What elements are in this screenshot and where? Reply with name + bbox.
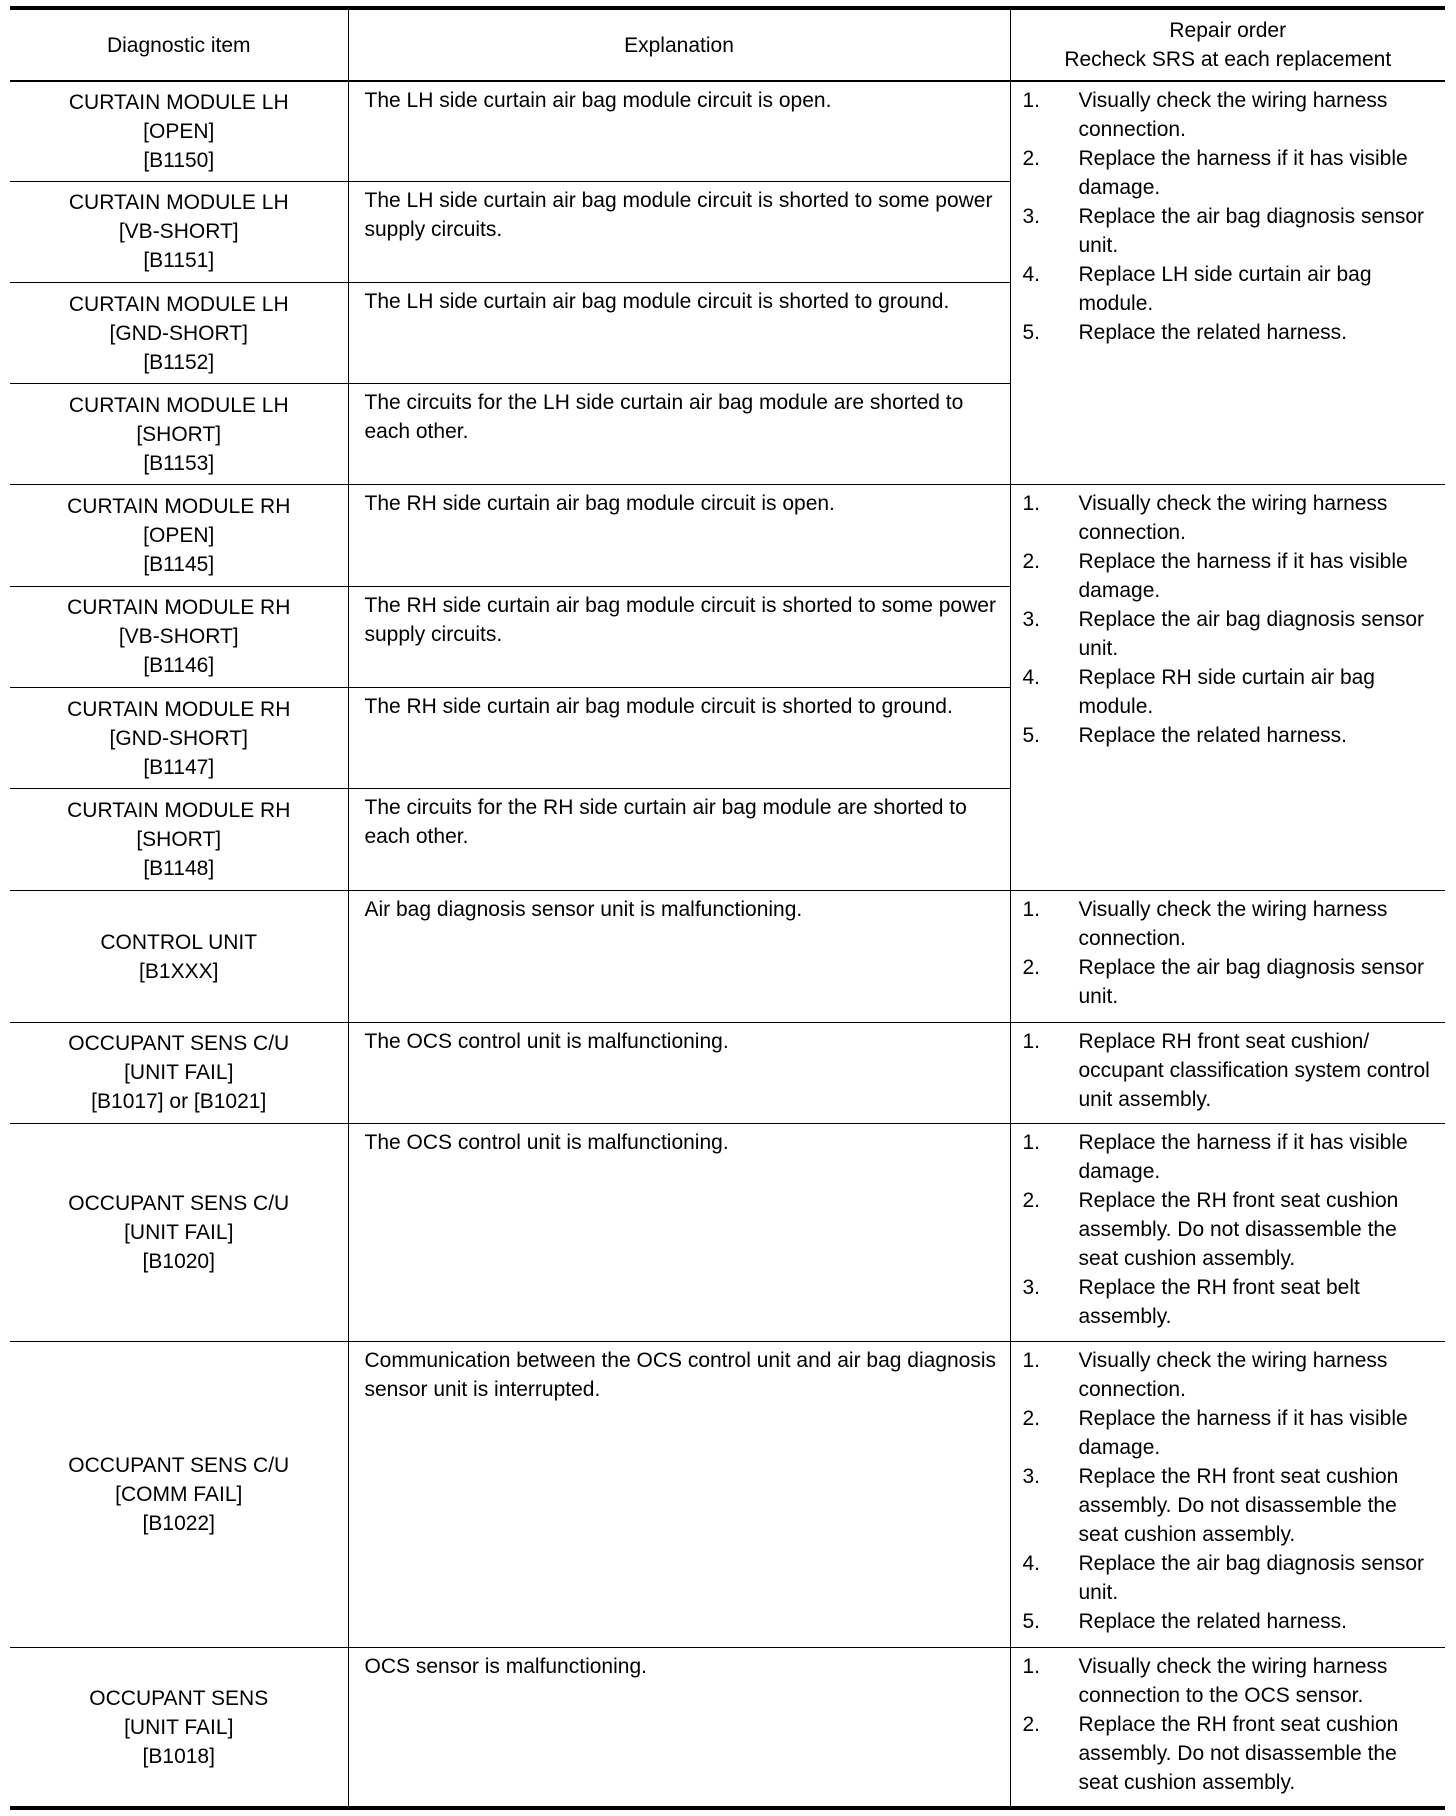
repair-order-cell <box>1010 1648 1445 1806</box>
repair-step <box>1023 605 1438 663</box>
diagnostic-item-cell <box>10 485 348 586</box>
item-code: [B1150] <box>143 148 215 172</box>
step-number: 4. <box>1022 666 1041 690</box>
repair-order-cell <box>1010 81 1445 485</box>
diagnostic-item-cell <box>10 891 348 1022</box>
step-number: 3. <box>1022 608 1041 632</box>
step-number: 2. <box>1022 1713 1041 1737</box>
explanation-cell: OCS sensor is malfunctioning. <box>348 1648 1010 1806</box>
explanation-cell: The OCS control unit is malfunctioning. <box>348 1123 1010 1342</box>
repair-step <box>1023 1346 1438 1404</box>
repair-step <box>1023 144 1438 202</box>
diagnostic-item-cell <box>10 789 348 891</box>
item-name: CURTAIN MODULE LH <box>68 90 289 114</box>
repair-steps-list <box>1023 489 1438 750</box>
repair-order-cell <box>1010 1022 1445 1123</box>
item-status: [GND-SHORT] <box>109 321 248 345</box>
item-status: [COMM FAIL] <box>115 1483 243 1507</box>
step-text: Replace RH front seat cushion/ occupant classification system control unit assembly. <box>1078 1029 1430 1111</box>
repair-order-cell <box>1010 1123 1445 1342</box>
table-row <box>10 81 1445 181</box>
step-text: Replace the harness if it has visible damage. <box>1078 1407 1408 1460</box>
table-row <box>10 1022 1445 1123</box>
explanation-cell: The circuits for the RH side curtain air bag module are shorted to each other. <box>348 789 1010 891</box>
repair-step <box>1023 318 1438 347</box>
repair-order-cell <box>1010 485 1445 891</box>
step-number: 3. <box>1022 205 1041 228</box>
step-number: 4. <box>1022 263 1041 286</box>
header-repair-order-note: Recheck SRS at each replacement <box>1064 48 1392 71</box>
item-status: [UNIT FAIL] <box>124 1221 234 1245</box>
item-code: [B1018] <box>142 1744 215 1768</box>
header-repair-order-title: Repair order <box>1169 19 1287 42</box>
step-number: 1. <box>1022 1029 1041 1053</box>
item-name: OCCUPANT SENS C/U <box>68 1192 290 1216</box>
step-number: 2. <box>1022 550 1041 574</box>
repair-step <box>1023 953 1438 1011</box>
step-text: Visually check the wiring harness connection. <box>1078 1349 1388 1402</box>
repair-steps-list <box>1023 1652 1438 1797</box>
item-name: CURTAIN MODULE LH <box>68 393 289 417</box>
table-row <box>10 891 1445 1022</box>
item-name: CONTROL UNIT <box>100 930 258 954</box>
repair-step <box>1023 489 1438 547</box>
step-number: 5. <box>1022 1610 1041 1634</box>
table-row <box>10 1342 1445 1648</box>
explanation-cell: The LH side curtain air bag module circuit is shorted to ground. <box>348 282 1010 383</box>
step-text: Replace the harness if it has visible damage. <box>1078 147 1408 199</box>
step-text: Visually check the wiring harness connection. <box>1078 898 1388 951</box>
step-number: 2. <box>1022 1407 1041 1431</box>
step-number: 2. <box>1022 147 1041 170</box>
explanation-cell: The RH side curtain air bag module circuit is shorted to some power supply circuits. <box>348 586 1010 687</box>
repair-step <box>1023 260 1438 318</box>
repair-order-cell <box>1010 1342 1445 1648</box>
explanation-cell: Communication between the OCS control unit and air bag diagnosis sensor unit is interrupted. <box>348 1342 1010 1648</box>
item-code: [B1022] <box>142 1512 215 1536</box>
step-text: Replace the harness if it has visible damage. <box>1078 1130 1408 1183</box>
item-name: CURTAIN MODULE LH <box>68 292 289 316</box>
step-number: 4. <box>1022 1552 1041 1576</box>
step-text: Replace the related harness. <box>1078 1610 1347 1634</box>
repair-steps-list <box>1023 1128 1438 1331</box>
repair-step <box>1023 1652 1438 1710</box>
step-text: Replace the RH front seat cushion assembly. Do not disassemble the seat cushion assembly. <box>1078 1465 1399 1547</box>
item-code: [B1145] <box>143 553 215 577</box>
item-status: [UNIT FAIL] <box>124 1715 234 1739</box>
explanation-cell: The LH side curtain air bag module circuit is open. <box>348 81 1010 181</box>
item-name: CURTAIN MODULE RH <box>67 596 291 620</box>
item-name: CURTAIN MODULE RH <box>67 495 291 519</box>
step-text: Replace the RH front seat belt assembly. <box>1078 1275 1360 1328</box>
explanation-cell: The circuits for the LH side curtain air bag module are shorted to each other. <box>348 384 1010 485</box>
step-number: 1. <box>1022 898 1041 922</box>
srs-diagnostic-table-sheet <box>10 6 1445 1810</box>
item-code: [B1148] <box>143 857 215 881</box>
step-text: Replace RH side curtain air bag module. <box>1078 666 1375 719</box>
item-code: [B1151] <box>143 249 215 273</box>
explanation-cell: The RH side curtain air bag module circuit is shorted to ground. <box>348 687 1010 788</box>
step-number: 3. <box>1022 1275 1041 1299</box>
repair-steps-list <box>1023 1027 1438 1114</box>
repair-step <box>1023 895 1438 953</box>
step-text: Replace the air bag diagnosis sensor unit. <box>1078 608 1425 661</box>
repair-step <box>1023 1462 1438 1549</box>
repair-steps-list <box>1023 86 1438 347</box>
header-repair-order <box>1010 10 1445 81</box>
diagnostic-item-cell <box>10 181 348 282</box>
step-text: Replace the RH front seat cushion assembly. Do not disassemble the seat cushion assembly. <box>1078 1188 1399 1270</box>
step-text: Replace the harness if it has visible damage. <box>1078 550 1408 603</box>
item-status: [OPEN] <box>143 119 215 143</box>
step-number: 3. <box>1022 1465 1041 1489</box>
item-status: [OPEN] <box>143 524 215 548</box>
repair-step <box>1023 547 1438 605</box>
item-name: OCCUPANT SENS C/U <box>68 1032 290 1056</box>
diagnostic-item-cell <box>10 282 348 383</box>
repair-step <box>1023 1404 1438 1462</box>
item-status: [SHORT] <box>136 828 222 852</box>
repair-step <box>1023 1710 1438 1797</box>
item-code: [B1XXX] <box>139 959 219 983</box>
table-row <box>10 485 1445 586</box>
diagnostic-table <box>10 10 1445 1806</box>
step-text: Visually check the wiring harness connection. <box>1078 89 1388 141</box>
item-status: [UNIT FAIL] <box>124 1061 234 1085</box>
step-number: 2. <box>1022 956 1041 980</box>
repair-step <box>1023 1128 1438 1186</box>
explanation-cell: The OCS control unit is malfunctioning. <box>348 1022 1010 1123</box>
item-code: [B1146] <box>143 654 215 678</box>
item-code: [B1017] or [B1021] <box>91 1090 267 1114</box>
repair-step <box>1023 1186 1438 1273</box>
table-header-row <box>10 10 1445 81</box>
repair-steps-list <box>1023 895 1438 1011</box>
step-number: 2. <box>1022 1188 1041 1212</box>
item-name: OCCUPANT SENS <box>89 1686 269 1710</box>
step-text: Replace the air bag diagnosis sensor unit. <box>1078 1552 1425 1605</box>
diagnostic-item-cell <box>10 81 348 181</box>
table-row <box>10 1648 1445 1806</box>
item-code: [B1147] <box>143 755 215 779</box>
step-number: 1. <box>1022 1349 1041 1373</box>
explanation-cell: The LH side curtain air bag module circuit is shorted to some power supply circuits. <box>348 181 1010 282</box>
diagnostic-item-cell <box>10 1648 348 1806</box>
diagnostic-item-cell <box>10 1022 348 1123</box>
item-code: [B1153] <box>143 451 215 475</box>
step-text: Replace LH side curtain air bag module. <box>1078 263 1372 315</box>
item-status: [GND-SHORT] <box>109 726 248 750</box>
item-name: CURTAIN MODULE RH <box>67 697 291 721</box>
repair-order-cell <box>1010 891 1445 1022</box>
item-name: CURTAIN MODULE LH <box>68 191 289 215</box>
step-text: Replace the related harness. <box>1078 724 1347 748</box>
step-number: 5. <box>1022 321 1041 344</box>
diagnostic-item-cell <box>10 1342 348 1648</box>
table-row <box>10 1123 1445 1342</box>
item-name: OCCUPANT SENS C/U <box>68 1454 290 1478</box>
item-status: [VB-SHORT] <box>118 220 239 244</box>
repair-step <box>1023 1549 1438 1607</box>
item-status: [SHORT] <box>136 422 222 446</box>
repair-step <box>1023 202 1438 260</box>
repair-step <box>1023 1607 1438 1636</box>
step-number: 1. <box>1022 492 1041 516</box>
step-number: 1. <box>1022 1655 1041 1679</box>
repair-step <box>1023 86 1438 144</box>
header-diagnostic-item: Diagnostic item <box>10 10 348 81</box>
repair-steps-list <box>1023 1346 1438 1636</box>
step-text: Replace the related harness. <box>1078 321 1347 344</box>
diagnostic-item-cell <box>10 1123 348 1342</box>
item-code: [B1152] <box>143 350 215 374</box>
step-text: Replace the air bag diagnosis sensor unit. <box>1078 205 1425 257</box>
explanation-cell: The RH side curtain air bag module circuit is open. <box>348 485 1010 586</box>
diagnostic-item-cell <box>10 687 348 788</box>
explanation-cell: Air bag diagnosis sensor unit is malfunctioning. <box>348 891 1010 1022</box>
repair-step <box>1023 1027 1438 1114</box>
step-text: Replace the RH front seat cushion assembly. Do not disassemble the seat cushion assembly. <box>1078 1713 1399 1795</box>
header-explanation: Explanation <box>348 10 1010 81</box>
diagnostic-item-cell <box>10 586 348 687</box>
step-number: 5. <box>1022 724 1041 748</box>
item-name: CURTAIN MODULE RH <box>67 799 291 823</box>
repair-step <box>1023 663 1438 721</box>
item-code: [B1020] <box>142 1250 215 1274</box>
step-number: 1. <box>1022 89 1041 112</box>
repair-step <box>1023 721 1438 750</box>
step-text: Visually check the wiring harness connection to the OCS sensor. <box>1078 1655 1388 1708</box>
diagnostic-item-cell <box>10 384 348 485</box>
repair-step <box>1023 1273 1438 1331</box>
step-text: Replace the air bag diagnosis sensor unit. <box>1078 956 1425 1009</box>
step-text: Visually check the wiring harness connection. <box>1078 492 1388 545</box>
step-number: 1. <box>1022 1130 1041 1154</box>
item-status: [VB-SHORT] <box>118 625 239 649</box>
